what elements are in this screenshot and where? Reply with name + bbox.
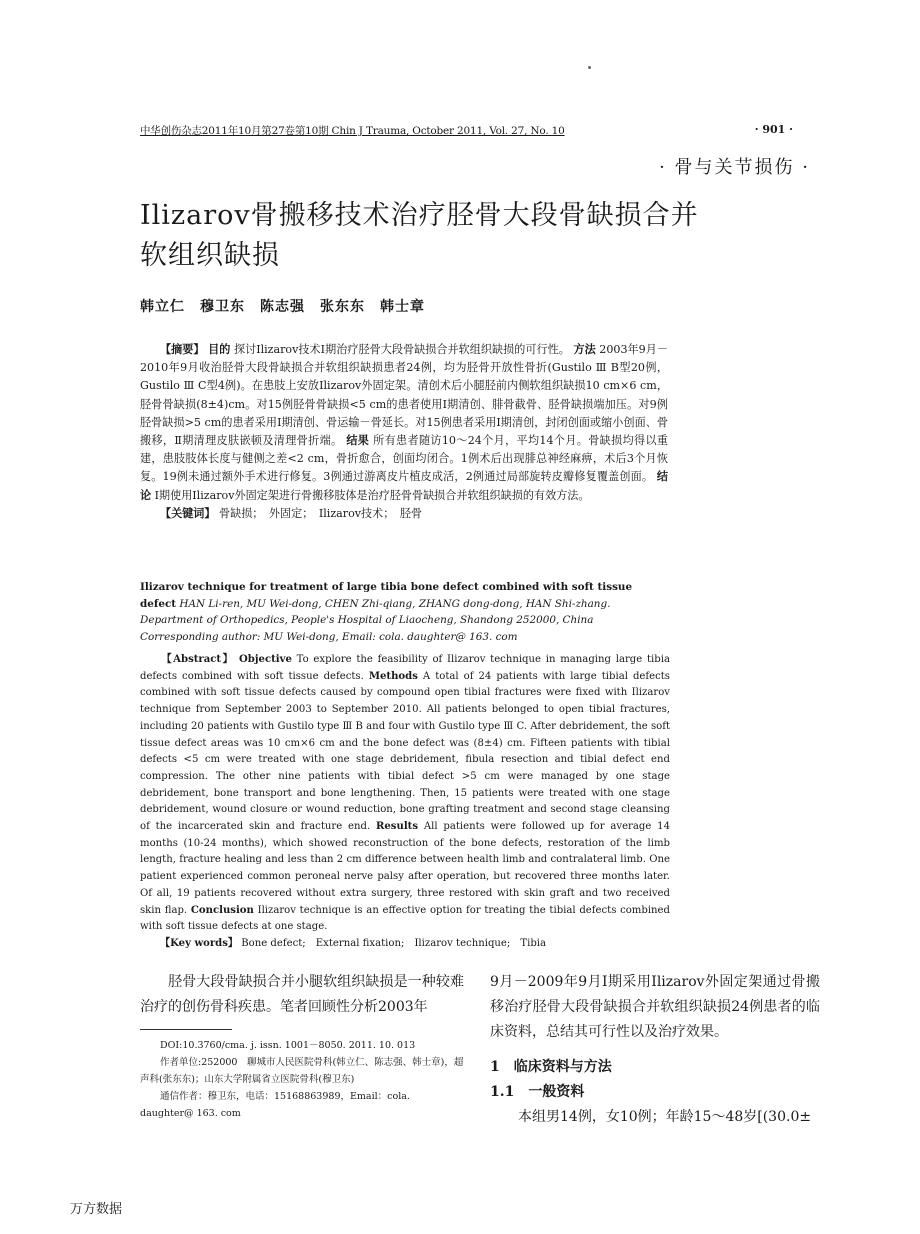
- methods-text: 2003年9月－2010年9月收治胫骨大段骨缺损合并软组织缺损患者24例，均为胫骨开放性骨折(Gustilo Ⅲ B型20例，Gustilo Ⅲ C型4例)。在患肢上安放Ilizarov外固定架。清创术后小腿胫前内侧软组织缺损10 cm×6 cm，胫骨骨缺损(8±4)cm。对15例胫骨骨缺损<5 cm的患者使用Ⅰ期清创、腓骨截骨、胫骨缺损端加压。对9例胫骨缺损>5 cm的患者采用Ⅰ期清创、骨运输－骨延长。对15例患者采用Ⅰ期清创，封闭创面或缩小创面、骨搬移，Ⅱ期清理皮肤嵌顿及清理骨折端。: [140, 343, 668, 448]
- authors: 韩立仁 穆卫东 陈志强 张东东 韩士章: [140, 299, 425, 315]
- body-left-column: [140, 970, 464, 1020]
- corresponding-author: 通信作者：穆卫东，电话：15168863989，Email：cola. daughter@ 163. com: [140, 1091, 410, 1119]
- en-conclusion-text: Ilizarov technique is an effective option for treating the tibial defects combined with soft tissue defects at one stage.: [140, 904, 670, 933]
- english-corresponding: Corresponding author: MU Wei-dong, Email: cola. daughter@ 163. com: [140, 630, 518, 643]
- english-authors: HAN Li-ren, MU Wei-dong, CHEN Zhi-qiang, ZHANG dong-dong, HAN Shi-zhang. Department of Orthopedics, People's Hospital of Liaocheng, Shandong 252000, China: [140, 597, 611, 626]
- abstract-label: 【摘要】: [160, 343, 205, 356]
- article-title: Ilizarov骨搬移技术治疗胫骨大段骨缺损合并软组织缺损: [140, 200, 699, 271]
- body-right-column: [490, 970, 820, 1130]
- section-label: · 骨与关节损伤 ·: [659, 157, 810, 178]
- keywords-label: 【关键词】: [160, 506, 216, 520]
- page-number: · 901 ·: [754, 123, 793, 136]
- general-info-text: 本组男14例，女10例；年龄15～48岁[(30.0±: [518, 1109, 812, 1125]
- chinese-abstract: [140, 341, 668, 523]
- keywords-line: [140, 505, 668, 523]
- en-abstract-label: 【Abstract】: [160, 654, 235, 665]
- conclusion-label: 结论: [140, 470, 668, 502]
- footnotes: [140, 1037, 464, 1122]
- conclusion-text: Ⅰ期使用Ilizarov外固定架进行骨搬移肢体是治疗胫骨骨缺损合并软组织缺损的有效方法。: [154, 488, 590, 502]
- keywords-text: 骨缺损； 外固定； Ilizarov技术； 胫骨: [219, 506, 423, 520]
- english-title: Ilizarov technique for treatment of large tibia bone defect combined with soft tissue defect: [140, 581, 633, 610]
- en-objective-text: To explore the feasibility of Ilizarov technique in managing large tibia defects combined with soft tissue defects.: [140, 654, 670, 682]
- en-conclusion-label: Conclusion: [190, 904, 254, 916]
- methods-label: 方法: [573, 343, 596, 356]
- watermark-label: 万方数据: [70, 1202, 123, 1217]
- intro-paragraph-continued: 9月－2009年9月Ⅰ期采用Ilizarov外固定架通过骨搬移治疗胫骨大段骨缺损合并软组织缺损24例患者的临床资料，总结其可行性以及治疗效果。: [490, 974, 820, 1040]
- author-affiliation: 作者单位:252000 聊城市人民医院骨科(韩立仁、陈志强、韩士章)，超声科(张东东)；山东大学附属省立医院骨科(穆卫东): [140, 1057, 464, 1085]
- en-objective-label: Objective: [239, 654, 292, 665]
- en-results-text: All patients were followed up for average 14 months (10-24 months), which showed reconstruction of the bone defects, restoration of the limb length, fracture healing and less than 2 cm difference between health limb and contralateral limb. One patient experienced common peroneal nerve palsy after operation, but recovered three months later. Of all, 19 patients recovered without extra surgery, three restored with skin graft and two received skin flap.: [140, 821, 670, 916]
- results-label: 结果: [346, 434, 370, 448]
- objective-label: 目的: [208, 343, 231, 356]
- objective-text: 探讨Ilizarov技术Ⅰ期治疗胫骨大段骨缺损合并软组织缺损的可行性。: [233, 343, 570, 356]
- en-keywords-text: Bone defect; External fixation; Ilizarov technique; Tibia: [241, 937, 547, 949]
- intro-paragraph-start: 胫骨大段骨缺损合并小腿软组织缺损是一种较难治疗的创伤骨科疾患。笔者回顾性分析2003年: [140, 974, 464, 1015]
- en-results-label: Results: [375, 821, 418, 833]
- footnote-rule: [140, 1029, 232, 1030]
- en-methods-text: A total of 24 patients with large tibial defects combined with soft tissue defects caused by compound open tibial fractures were fixed with Ilizarov technique from September 2003 to September 2010. All patients belonged to open tibial fractures, including 20 patients with Gustilo type Ⅲ B and four with Gustilo type Ⅲ C. After debridement, the soft tissue defect areas was 10 cm×6 cm and the bone defect was (8±4) cm. Fifteen patients with tibial defects <5 cm were treated with one stage debridement, fibula resection and tibial defect end compression. The other nine patients with tibial defect >5 cm were managed by one stage debridement, bone transport and bone lengthening. Then, 15 patients were treated with one stage debridement, wound closure or wound reduction, bone grafting treatment and second stage cleansing of the incarcerated skin and fracture end.: [140, 670, 670, 833]
- results-text: 所有患者随访10～24个月，平均14个月。骨缺损均得以重建，患肢肢体长度与健侧之差<2 cm，骨折愈合，创面均闭合。1例术后出现腓总神经麻痹，术后3个月恢复。19例未通过额外手术进行修复。3例通过游离皮片植皮成活，2例通过局部旋转皮瓣修复覆盖创面。: [140, 434, 669, 484]
- doi: DOI:10.3760/cma. j. issn. 1001－8050. 2011. 10. 013: [160, 1040, 416, 1051]
- en-keywords-line: [140, 936, 670, 953]
- en-methods-label: Methods: [368, 670, 418, 682]
- journal-header: 中华创伤杂志2011年10月第27卷第10期 Chin J Trauma, October 2011, Vol. 27, No. 10: [140, 125, 565, 137]
- section-heading-1-1: 1.1 一般资料: [490, 1084, 585, 1100]
- section-heading-1: 1 临床资料与方法: [490, 1059, 612, 1075]
- en-keywords-label: 【Key words】: [160, 937, 239, 949]
- english-header: [140, 579, 670, 645]
- scan-speck: [588, 66, 591, 69]
- english-abstract: [140, 652, 670, 953]
